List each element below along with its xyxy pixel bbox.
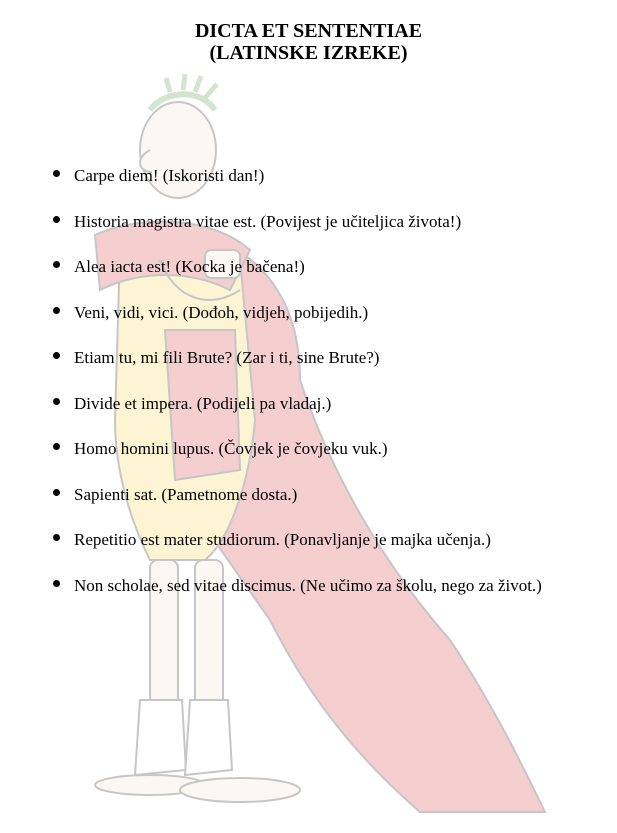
bullet-icon (53, 534, 60, 541)
list-item (0, 154, 573, 197)
list-item (0, 382, 573, 425)
bullet-icon (53, 489, 60, 496)
list-item (0, 564, 573, 607)
list-item (0, 427, 573, 470)
saying-text: Carpe diem! (Iskoristi dan!) (74, 166, 265, 185)
bullet-icon (53, 216, 60, 223)
list-item (0, 200, 573, 243)
bullet-icon (53, 307, 60, 314)
list-item (0, 518, 573, 561)
title-line-1: DICTA ET SENTENTIAE (194, 20, 423, 42)
bullet-icon (53, 352, 60, 359)
saying-text: Divide et impera. (Podijeli pa vladaj.) (74, 393, 332, 413)
saying-text: Homo homini lupus. (Čovjek je čovjeku vuk.) (74, 439, 388, 458)
saying-text: Sapienti sat. (Pametnome dosta.) (74, 484, 298, 504)
title-line-2: (LATINSKE IZREKE) (209, 42, 408, 64)
list-item (0, 336, 573, 379)
bullet-icon (53, 580, 60, 587)
bullet-icon (53, 398, 60, 405)
saying-text: Etiam tu, mi fili Brute? (Zar i ti, sine Brute?) (74, 348, 380, 367)
saying-text: Non scholae, sed vitae discimus. (Ne učimo za školu, nego za život.) (74, 575, 542, 595)
bullet-icon (53, 443, 60, 450)
sayings-list (0, 154, 617, 609)
list-item (0, 291, 573, 334)
bullet-icon (53, 261, 60, 268)
list-item (0, 245, 573, 288)
saying-text: Repetitio est mater studiorum. (Ponavljanje je majka učenja.) (74, 530, 491, 549)
saying-text: Alea iacta est! (Kocka je bačena!) (74, 257, 305, 276)
bullet-icon (53, 170, 60, 177)
page-title (0, 20, 617, 64)
saying-text: Historia magistra vitae est. (Povijest je učiteljica života!) (74, 211, 462, 231)
saying-text: Veni, vidi, vici. (Dođoh, vidjeh, pobijedih.) (74, 302, 369, 322)
list-item (0, 473, 573, 516)
